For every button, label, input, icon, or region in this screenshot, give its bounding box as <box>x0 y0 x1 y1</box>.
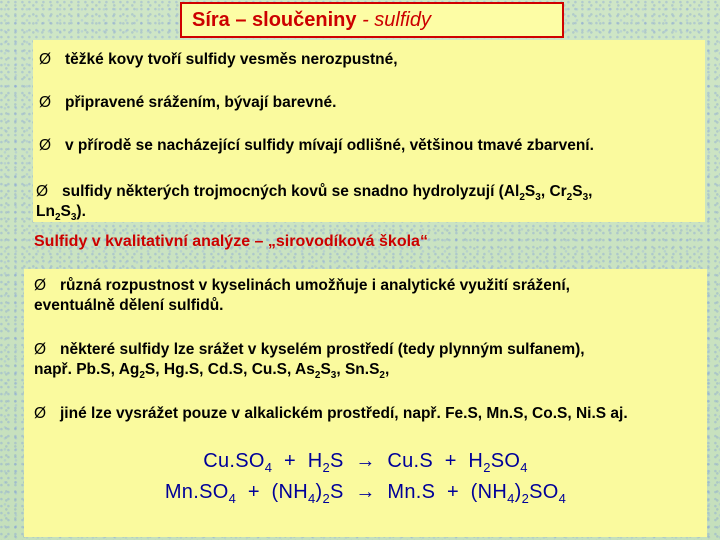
analysis-item-1: Ø různá rozpustnost v kyselinách umožňuje i analytické využití srážení, <box>34 277 570 294</box>
arrow-bullet-icon: Ø <box>34 405 47 422</box>
title-main: Síra – sloučeniny <box>192 9 357 31</box>
equation-2: $Mn.SO_4 + (NH_4)_2S \to Mn.S + (NH_4)_2SO_4$ <box>164 481 567 506</box>
arrow-bullet-icon: Ø <box>34 277 47 294</box>
bullet-item-3: Ø v přírodě se nacházející sulfidy mívají odlišné, většinou tmavé zbarvení. <box>39 137 594 154</box>
analysis-item-3: Ø jiné lze vysrážet pouze v alkalickém prostředí, např. Fe.S, Mn.S, Co.S, Ni.S aj. <box>34 405 628 422</box>
bullet-item-4: Ø sulfidy některých trojmocných kovů se snadno hydrolyzují ($Al_2S_3$, $Cr_2S_3$, <box>36 183 593 204</box>
slide-title <box>180 2 564 38</box>
analysis-box <box>24 269 707 441</box>
bullet-item-1: Ø těžké kovy tvoří sulfidy vesměs nerozpustné, <box>39 51 398 68</box>
equations-box <box>24 441 707 537</box>
equation-1: $Cu.SO_4 + H_2S \to Cu.S + H_2SO_4$ <box>203 450 528 475</box>
analysis-item-1-cont: eventuálně dělení sulfidů. <box>34 297 224 314</box>
analysis-item-2: Ø některé sulfidy lze srážet v kyselém prostředí (tedy plynným sulfanem), <box>34 341 585 358</box>
arrow-bullet-icon: Ø <box>36 183 49 200</box>
arrow-bullet-icon: Ø <box>39 94 52 111</box>
section-heading-analysis: Sulfidy v kvalitativní analýze – „sirovodíková škola“ <box>34 233 428 250</box>
bullet-item-4-cont: $Ln_2S_3$). <box>36 203 86 224</box>
analysis-item-2-cont: např. Pb.S, $Ag_2S$, Hg.S, Cd.S, Cu.S, $As_2S_3$, $Sn.S_2$, <box>34 361 390 382</box>
arrow-bullet-icon: Ø <box>39 137 52 154</box>
bullet-item-2: Ø připravené srážením, bývají barevné. <box>39 94 337 111</box>
title-sub: - sulfidy <box>362 9 431 31</box>
arrow-bullet-icon: Ø <box>39 51 52 68</box>
arrow-bullet-icon: Ø <box>34 341 47 358</box>
properties-box <box>33 40 705 222</box>
